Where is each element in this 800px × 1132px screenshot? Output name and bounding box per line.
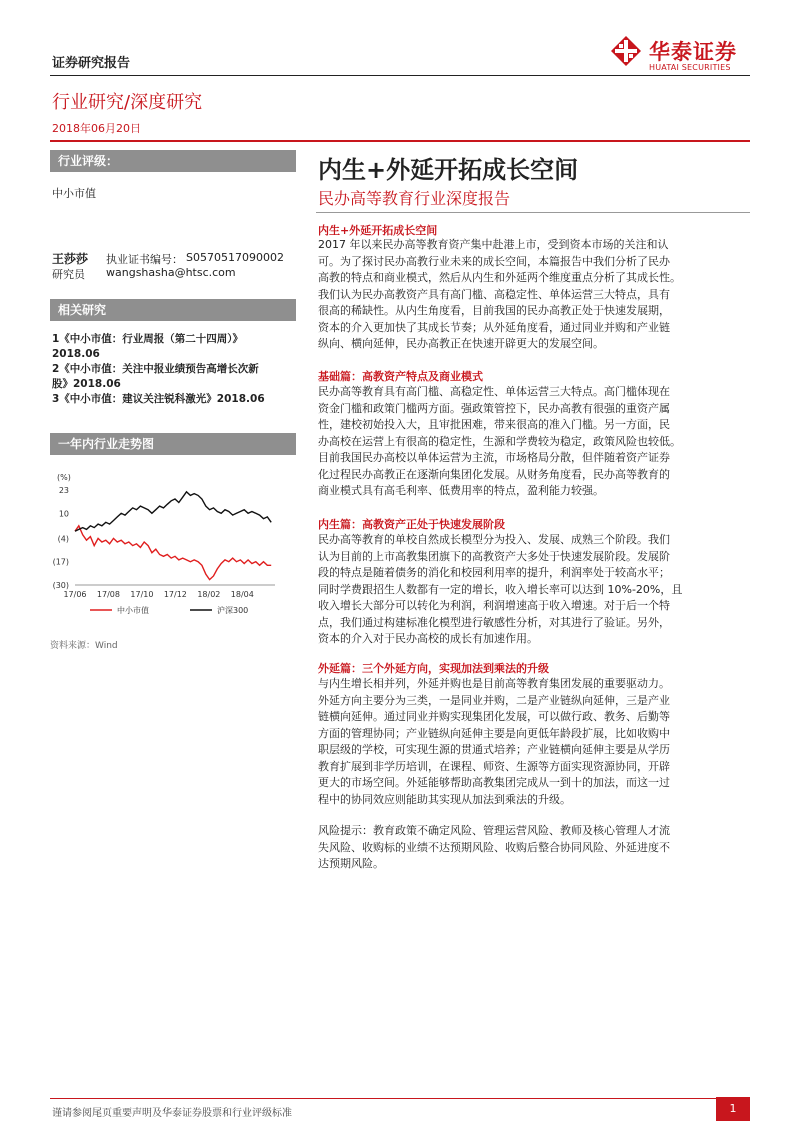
header-red-rule [50, 140, 750, 142]
series-line-2 [75, 492, 271, 531]
analyst-cert-label: 执业证书编号： [106, 253, 183, 266]
analyst-role: 研究员 [52, 268, 85, 281]
x-tick-label: 17/12 [163, 590, 187, 599]
risk-warning: 风险提示：教育政策不确定风险、管理运营风险、教师及核心管理人才流 失风险、收购标的业绩不达预期风险、收购后整合协同风险、外延进度不 达预期风险。 [318, 824, 670, 870]
series-line-1 [75, 526, 271, 580]
related-item-1[interactable]: 1《中小市值：行业周报（第二十四周）》 2018.06 [52, 333, 244, 360]
x-tick-label: 18/04 [230, 590, 254, 599]
section-heading-external: 外延篇：三个外延方向，实现加法到乘法的升级 [318, 662, 549, 675]
trend-chart-heading: 一年内行业走势图 [50, 433, 296, 455]
footer-disclaimer[interactable]: 谨请参阅尾页重要声明及华泰证券股票和行业评级标准 [52, 1108, 292, 1119]
trend-chart-svg [50, 470, 300, 630]
footer-divider [50, 1098, 750, 1099]
section-body-external: 与内生增长相并列，外延并购也是目前高等教育集团发展的重要驱动力。 外延方向主要分为三类，一是同业并购，二是产业链纵向延伸，三是产业 链横向延伸。通过同业并购实现集团化发展，可以做行政、教务、后勤等 方面的管理协同；产业链纵向延伸主要是向更低年龄段扩展，比如收购中 职层级的学校，可实现生源的贯通式培养；产业链横向延伸主要是从学历 教育扩展到非学历培训，在课程、师资、生源等方面实现资源协同，开辟 更大的市场空间。外延能够帮助高教集团完成从一到十的加法，而这一过 程中的协同效应则能助其实现从加法到乘法的升级。 [318, 677, 670, 806]
related-research-heading: 相关研究 [50, 299, 296, 321]
logo-english-name: HUATAI SECURITIES [649, 63, 731, 72]
page-title: 内生+外延开拓成长空间 [318, 156, 579, 184]
publish-date: 2018年06月20日 [52, 122, 141, 135]
logo-chinese-name: 华泰证券 [649, 40, 737, 64]
x-tick-label: 17/10 [130, 590, 154, 599]
analyst-email[interactable]: wangshasha@htsc.com [106, 266, 236, 279]
related-item-3[interactable]: 3《中小市值：建议关注锐科激光》2018.06 [52, 393, 265, 405]
title-divider [316, 212, 750, 213]
y-tick-label: 10 [58, 509, 69, 519]
analyst-name: 王莎莎 [52, 252, 89, 266]
x-tick-label: 17/06 [63, 590, 87, 599]
section-heading-summary: 内生+外延开拓成长空间 [318, 224, 438, 237]
related-research-list [52, 332, 297, 407]
legend-label-2: 沪深300 [217, 606, 249, 615]
page-subtitle: 民办高等教育行业深度报告 [318, 189, 511, 208]
report-category: 行业研究/深度研究 [52, 92, 203, 113]
analyst-cert-number: S0570517090002 [186, 251, 284, 264]
section-body-summary: 2017 年以来民办高等教育资产集中赴港上市，受到资本市场的关注和认 可。为了探讨民办高教行业未来的成长空间，本篇报告中我们分析了民办 高教的特点和商业模式，然后从内生和外延两个维度重点分析了其成长性。 我们认为民办高教资产具有高门槛、高稳定性、单体运营三大特点，具有 很高的稀缺性。从内生角度看，目前我国的民办高教正处于快速发展期， 资本的介入更加快了其成长节奏；从外延角度看，通过同业并购和产业链 纵向、横向延伸，民办高教正在快速开辟更大的发展空间。 [318, 238, 681, 350]
chart-source: 资料来源：Wind [50, 641, 118, 651]
y-tick-label: (17) [52, 557, 69, 567]
x-tick-label: 17/08 [96, 590, 120, 599]
section-heading-basics: 基础篇：高教资产特点及商业模式 [318, 370, 483, 383]
document-type: 证券研究报告 [52, 56, 131, 71]
legend-label-1: 中小市值 [117, 606, 149, 615]
section-body-organic: 民办高等教育的单校自然成长模型分为投入、发展、成熟三个阶段。我们 认为目前的上市高教集团旗下的高教资产大多处于快速发展阶段。发展阶 段的特点是随着债务的消化和校园利用率的提升，利润率处于较高水平； 同时学费跟招生人数都有一定的增长，收入增长率可以达到 10%-20%，且 收入增长大部分可以转化为利润，利润增速高于收入增速。对于后一个特 点，我们通过构建标准化模型进行敏感性分析，对其进行了验证。另外， 资本的介入对于民办高校的成长有加速作用。 [318, 533, 683, 645]
rating-heading: 行业评级： [50, 150, 296, 172]
related-item-2[interactable]: 2《中小市值：关注中报业绩预告高增长次新 股》2018.06 [52, 363, 259, 390]
rating-value: 中小市值 [52, 187, 96, 200]
y-tick-label: (4) [57, 534, 69, 544]
company-logo [611, 36, 751, 76]
logo-mark-icon [611, 36, 641, 66]
trend-chart [50, 470, 300, 630]
y-tick-label: (30) [52, 581, 69, 590]
section-body-basics: 民办高等教育具有高门槛、高稳定性、单体运营三大特点。高门槛体现在 资金门槛和政策门槛两方面。强政策管控下，民办高教有很强的重资产属 性，建校初始投入大，且审批困难，带来很高的准入门槛。另一方面，民 办高校在运营上有很高的稳定性，生源和学费较为稳定，政策风险也较低。 目前我国民办高校以单体运营为主流，市场格局分散，但伴随着资产证券 化过程民办高教正在逐渐向集团化发展。从财务角度看，民办高等教育的 商业模式具有高毛利率、低费用率的特点，盈利能力较强。 [318, 385, 681, 497]
y-tick-label: 23 [58, 486, 69, 495]
page-number: 1 [716, 1097, 750, 1121]
section-heading-organic: 内生篇：高教资产正处于快速发展阶段 [318, 518, 505, 531]
y-axis-unit: (%) [57, 473, 71, 482]
x-tick-label: 18/02 [197, 590, 221, 599]
